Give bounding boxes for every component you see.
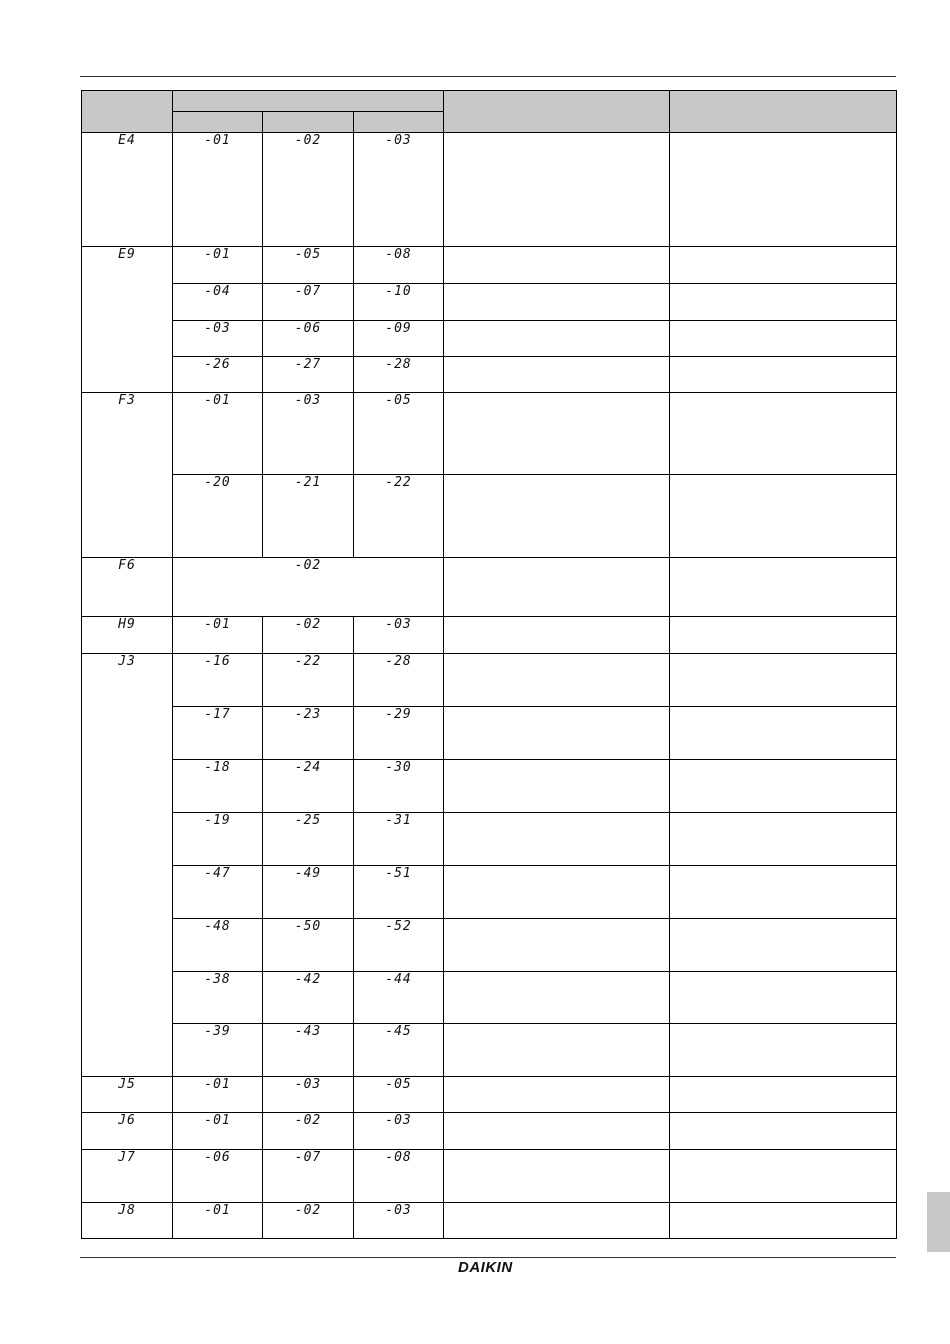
solution-cell [670, 617, 897, 654]
sub-code-cell: -07 [263, 284, 354, 321]
table-row [82, 1150, 897, 1203]
solution-cell [670, 1113, 897, 1150]
sub-code-cell: -08 [354, 247, 444, 284]
sub-code-cell: -31 [354, 813, 444, 866]
solution-cell [670, 866, 897, 919]
description-cell [444, 475, 670, 558]
solution-cell [670, 760, 897, 813]
sub-code-cell: -49 [263, 866, 354, 919]
sub-code-cell: -39 [173, 1024, 263, 1077]
table-row [82, 1077, 897, 1113]
description-cell [444, 654, 670, 707]
sub-code-cell: -23 [263, 707, 354, 760]
description-cell [444, 760, 670, 813]
description-cell [444, 284, 670, 321]
main-code-cell: F6 [82, 558, 173, 617]
description-cell [444, 707, 670, 760]
table-row [82, 654, 897, 707]
sub-code-cell: -19 [173, 813, 263, 866]
sub-code-cell: -01 [173, 1113, 263, 1150]
sub-code-cell: -01 [173, 1077, 263, 1113]
sub-code-cell: -47 [173, 866, 263, 919]
header-sub-code-2 [263, 112, 354, 133]
sub-code-cell: -26 [173, 357, 263, 393]
sub-code-cell: -22 [354, 475, 444, 558]
sub-code-cell: -44 [354, 972, 444, 1024]
header-sub-code-group [173, 91, 444, 112]
description-cell [444, 1024, 670, 1077]
table-row [82, 284, 897, 321]
sub-code-cell: -03 [263, 393, 354, 475]
sub-code-cell: -16 [173, 654, 263, 707]
sub-code-cell: -05 [354, 1077, 444, 1113]
table-row [82, 475, 897, 558]
header-sub-code-1 [173, 112, 263, 133]
sub-code-cell: -03 [173, 321, 263, 357]
table-row [82, 393, 897, 475]
main-code-cell: E9 [82, 247, 173, 393]
solution-cell [670, 919, 897, 972]
solution-cell [670, 1024, 897, 1077]
sub-code-cell: -25 [263, 813, 354, 866]
table-row [82, 617, 897, 654]
sub-code-cell: -02 [263, 1203, 354, 1239]
description-cell [444, 357, 670, 393]
sub-code-cell: -10 [354, 284, 444, 321]
sub-code-cell: -05 [354, 393, 444, 475]
solution-cell [670, 1150, 897, 1203]
main-code-cell: J3 [82, 654, 173, 1077]
sub-code-cell: -03 [354, 1203, 444, 1239]
sub-code-cell: -48 [173, 919, 263, 972]
sub-code-cell: -17 [173, 707, 263, 760]
table-row [82, 707, 897, 760]
table-row [82, 558, 897, 617]
solution-cell [670, 393, 897, 475]
sub-code-cell: -29 [354, 707, 444, 760]
sub-code-cell: -45 [354, 1024, 444, 1077]
sub-code-cell: -06 [263, 321, 354, 357]
sub-code-cell: -52 [354, 919, 444, 972]
description-cell [444, 321, 670, 357]
sub-code-cell: -22 [263, 654, 354, 707]
solution-cell [670, 1077, 897, 1113]
sub-code-cell: -28 [354, 357, 444, 393]
solution-cell [670, 284, 897, 321]
table-row [82, 1024, 897, 1077]
sub-code-cell: -03 [263, 1077, 354, 1113]
sub-code-cell: -09 [354, 321, 444, 357]
main-code-cell: E4 [82, 133, 173, 247]
sub-code-cell: -02 [263, 133, 354, 247]
description-cell [444, 393, 670, 475]
sub-code-cell: -42 [263, 972, 354, 1024]
top-rule [80, 76, 896, 77]
bottom-rule [80, 1257, 896, 1258]
table-body [82, 133, 897, 1239]
sub-code-cell: -02 [173, 558, 444, 617]
error-code-table [81, 90, 897, 1239]
description-cell [444, 558, 670, 617]
solution-cell [670, 475, 897, 558]
sub-code-cell: -04 [173, 284, 263, 321]
sub-code-cell: -18 [173, 760, 263, 813]
header-sub-code-3 [354, 112, 444, 133]
table-row [82, 321, 897, 357]
description-cell [444, 1077, 670, 1113]
header-solution [670, 91, 897, 133]
table-row [82, 357, 897, 393]
sub-code-cell: -02 [263, 1113, 354, 1150]
sub-code-cell: -03 [354, 1113, 444, 1150]
table-row [82, 1203, 897, 1239]
sub-code-cell: -03 [354, 133, 444, 247]
table-row [82, 133, 897, 247]
solution-cell [670, 972, 897, 1024]
sub-code-cell: -51 [354, 866, 444, 919]
sub-code-cell: -20 [173, 475, 263, 558]
solution-cell [670, 247, 897, 284]
sub-code-cell: -08 [354, 1150, 444, 1203]
sub-code-cell: -28 [354, 654, 444, 707]
main-code-cell: J6 [82, 1113, 173, 1150]
sub-code-cell: -01 [173, 617, 263, 654]
chapter-tab [927, 1192, 950, 1252]
sub-code-cell: -02 [263, 617, 354, 654]
table-row [82, 972, 897, 1024]
main-code-cell: J8 [82, 1203, 173, 1239]
table-row [82, 760, 897, 813]
table-row [82, 919, 897, 972]
description-cell [444, 919, 670, 972]
sub-code-cell: -38 [173, 972, 263, 1024]
description-cell [444, 813, 670, 866]
sub-code-cell: -24 [263, 760, 354, 813]
main-code-cell: F3 [82, 393, 173, 558]
header-main-code [82, 91, 173, 133]
solution-cell [670, 707, 897, 760]
sub-code-cell: -01 [173, 247, 263, 284]
sub-code-cell: -01 [173, 1203, 263, 1239]
solution-cell [670, 1203, 897, 1239]
sub-code-cell: -03 [354, 617, 444, 654]
table-row [82, 866, 897, 919]
description-cell [444, 866, 670, 919]
table-row [82, 813, 897, 866]
solution-cell [670, 813, 897, 866]
daikin-logo: DAIKIN [458, 1259, 513, 1276]
sub-code-cell: -27 [263, 357, 354, 393]
solution-cell [670, 133, 897, 247]
description-cell [444, 1113, 670, 1150]
description-cell [444, 247, 670, 284]
solution-cell [670, 654, 897, 707]
description-cell [444, 617, 670, 654]
main-code-cell: J5 [82, 1077, 173, 1113]
sub-code-cell: -30 [354, 760, 444, 813]
main-code-cell: H9 [82, 617, 173, 654]
table-row [82, 1113, 897, 1150]
sub-code-cell: -50 [263, 919, 354, 972]
table-row [82, 247, 897, 284]
sub-code-cell: -07 [263, 1150, 354, 1203]
description-cell [444, 972, 670, 1024]
solution-cell [670, 558, 897, 617]
sub-code-cell: -43 [263, 1024, 354, 1077]
sub-code-cell: -05 [263, 247, 354, 284]
main-code-cell: J7 [82, 1150, 173, 1203]
header-description [444, 91, 670, 133]
sub-code-cell: -01 [173, 133, 263, 247]
sub-code-cell: -01 [173, 393, 263, 475]
solution-cell [670, 321, 897, 357]
solution-cell [670, 357, 897, 393]
description-cell [444, 1150, 670, 1203]
description-cell [444, 133, 670, 247]
sub-code-cell: -21 [263, 475, 354, 558]
description-cell [444, 1203, 670, 1239]
sub-code-cell: -06 [173, 1150, 263, 1203]
